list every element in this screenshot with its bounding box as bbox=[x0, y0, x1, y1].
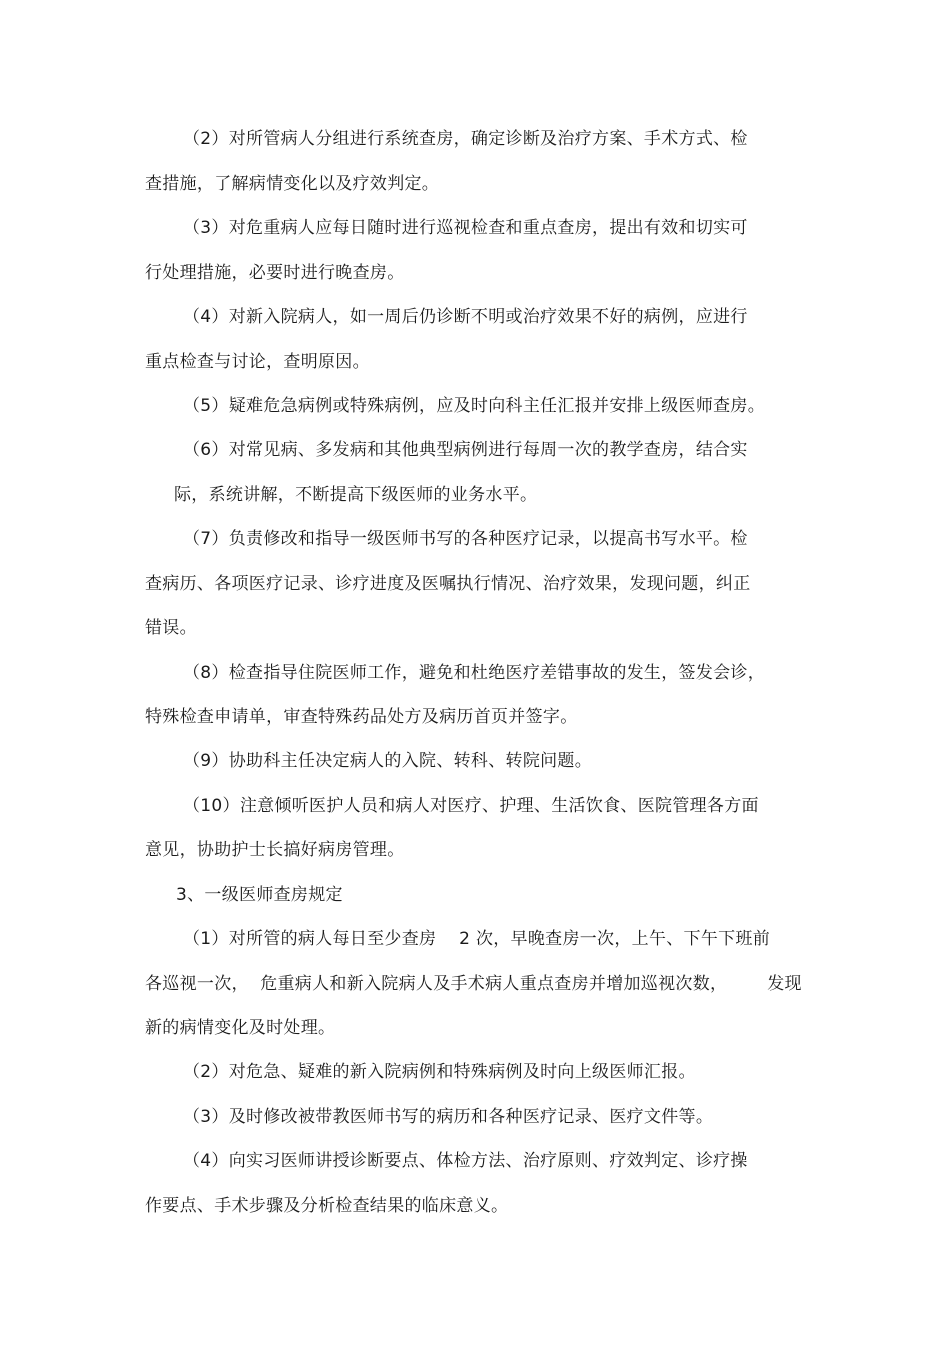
text-line: （3）对危重病人应每日随时进行巡视检查和重点查房，提出有效和切实可 bbox=[183, 218, 748, 238]
text-line: 各巡视一次， 危重病人和新入院病人及手术病人重点查房并增加巡视次数， 发现 bbox=[145, 974, 802, 994]
text-line: （8）检查指导住院医师工作，避免和杜绝医疗差错事故的发生，签发会诊， bbox=[183, 663, 766, 683]
text-line: 查措施，了解病情变化以及疗效判定。 bbox=[145, 174, 440, 194]
text-line: 行处理措施，必要时进行晚查房。 bbox=[145, 263, 405, 283]
text-line: （9）协助科主任决定病人的入院、转科、转院问题。 bbox=[183, 751, 593, 771]
text-line: 作要点、手术步骤及分析检查结果的临床意义。 bbox=[145, 1196, 509, 1216]
text-line: （2）对危急、疑难的新入院病例和特殊病例及时向上级医师汇报。 bbox=[183, 1062, 696, 1082]
text-line: 特殊检查申请单，审查特殊药品处方及病历首页并签字。 bbox=[145, 707, 578, 727]
text-line: （6）对常见病、多发病和其他典型病例进行每周一次的教学查房，结合实 bbox=[183, 440, 748, 460]
text-line: 查病历、各项医疗记录、诊疗进度及医嘱执行情况、治疗效果，发现问题，纠正 bbox=[145, 574, 751, 594]
text-line: （4）向实习医师讲授诊断要点、体检方法、治疗原则、疗效判定、诊疗操 bbox=[183, 1151, 748, 1171]
text-line: （7）负责修改和指导一级医师书写的各种医疗记录，以提高书写水平。检 bbox=[183, 529, 748, 549]
text-line: 新的病情变化及时处理。 bbox=[145, 1018, 336, 1038]
section-heading: 3、一级医师查房规定 bbox=[176, 885, 343, 905]
text-line: （5）疑难危急病例或特殊病例，应及时向科主任汇报并安排上级医师查房。 bbox=[183, 396, 766, 416]
text-line: （3）及时修改被带教医师书写的病历和各种医疗记录、医疗文件等。 bbox=[183, 1107, 714, 1127]
text-line: （4）对新入院病人，如一周后仍诊断不明或治疗效果不好的病例，应进行 bbox=[183, 307, 748, 327]
text-line: （10）注意倾听医护人员和病人对医疗、护理、生活饮食、医院管理各方面 bbox=[183, 796, 759, 816]
text-line: 错误。 bbox=[145, 618, 197, 638]
text-line: 际，系统讲解，不断提高下级医师的业务水平。 bbox=[174, 485, 538, 505]
text-line: 重点检查与讨论，查明原因。 bbox=[145, 352, 370, 372]
text-line: （1）对所管的病人每日至少查房 2 次，早晚查房一次，上午、下午下班前 bbox=[183, 929, 771, 949]
text-line: 意见，协助护士长搞好病房管理。 bbox=[145, 840, 405, 860]
text-line: （2）对所管病人分组进行系统查房，确定诊断及治疗方案、手术方式、检 bbox=[183, 129, 748, 149]
